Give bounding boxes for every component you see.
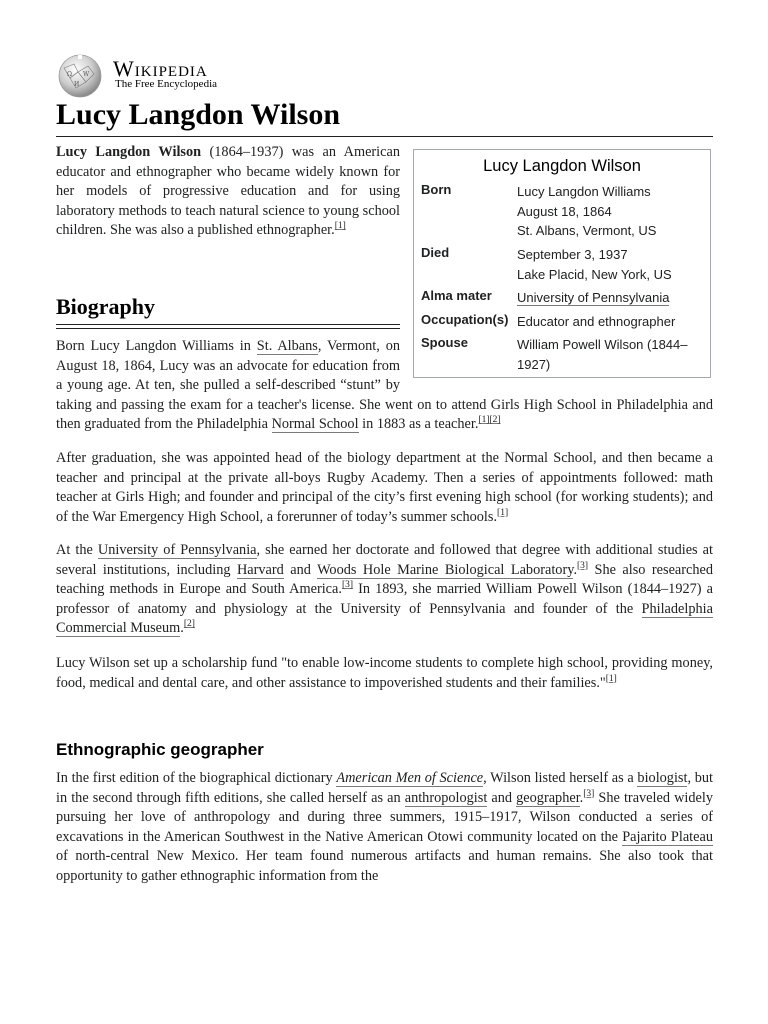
normal-school-link[interactable]: Normal School [271, 416, 359, 432]
text-run: and [283, 561, 318, 578]
text-run: . [579, 789, 584, 806]
wikipedia-logo[interactable] [56, 52, 276, 98]
text-run: In the first edition of the biographical dictionary [56, 770, 337, 786]
biologist-link[interactable]: biologist [637, 770, 688, 786]
intro-text: (1864–1937) was an American educator and ethnographer who became widely known for her models of progressive education and for using laboratory methods to teach natural science to young school children. She was also a published ethnographer. [56, 144, 400, 238]
page-title: Lucy Langdon Wilson [56, 98, 341, 131]
infobox-label: Alma mater [421, 288, 492, 303]
citation-link[interactable]: [1] [497, 507, 509, 518]
st-albans-link[interactable]: St. Albans [256, 338, 318, 354]
text-run: , Wilson listed herself as a [483, 770, 638, 786]
puzzle-globe-icon [56, 54, 104, 98]
biography-paragraph-1 [56, 337, 713, 435]
svg-text:W: W [83, 71, 90, 78]
harvard-link[interactable]: Harvard [236, 561, 284, 578]
infobox-label: Died [421, 245, 450, 260]
infobox-label: Born [421, 182, 452, 197]
commercial-museum-link[interactable]: Philadelphia Commercial Museum [56, 600, 713, 636]
svg-text:Ω: Ω [67, 71, 72, 78]
pajarito-plateau-link[interactable]: Pajarito Plateau [622, 828, 713, 845]
infobox-label: Spouse [421, 335, 468, 350]
upenn-link[interactable]: University of Pennsylvania [97, 542, 257, 558]
biography-paragraph-3 [56, 541, 713, 639]
text-run: . [573, 561, 578, 578]
section-heading-ethnographic: Ethnographic geographer [56, 740, 264, 759]
born-date: August 18, 1864 [517, 203, 612, 219]
born-place: St. Albans, Vermont, US [517, 223, 657, 238]
geographer-link[interactable]: geographer [516, 789, 580, 806]
section-divider [56, 324, 400, 329]
text-run: After graduation, she was appointed head of the biology department at the Normal School, and then became a teacher and principal at the private all-boys Rugby Academy. Then a series of appointments followed: math teacher at Girls High; and founder and principal of the city’s first evening high school (for working students); and of the War Emergency High School, a forerunner of today’s summer schools. [56, 450, 713, 525]
citation-link[interactable]: [3] [577, 560, 589, 571]
text-run: She also researched teaching methods in Europe and South America. [56, 561, 714, 597]
text-run: She traveled widely pursuing her love of anthropology and during three summers, 1915–1917, Wilson conducted a series of excavations in the American Southwest in the Native American Otowi community located on the [56, 789, 713, 845]
infobox-value [517, 245, 707, 284]
text-run: , she earned her doctorate and followed that degree with additional studies at several institutions, including [56, 542, 713, 578]
citation-link[interactable]: [1] [605, 673, 617, 684]
infobox-label: Occupation(s) [421, 312, 509, 327]
biography-paragraph-2 [56, 449, 713, 527]
svg-text:И: И [74, 81, 80, 88]
citation-link[interactable]: [2] [489, 415, 501, 426]
text-run: Lucy Wilson set up a scholarship fund "to enable low-income students to complete high school, providing money, food, medical and dental care, and other assistance to impoverished students and their families." [56, 655, 713, 691]
died-place: Lake Placid, New York, US [517, 266, 672, 282]
intro-paragraph [56, 143, 400, 241]
biography-paragraph-4 [56, 654, 713, 693]
infobox-value: Educator and ethnographer [517, 314, 676, 329]
born-name: Lucy Langdon Williams [517, 184, 651, 199]
text-run: In 1893, she married William Powell Wilson (1844–1927) a professor of anatomy and physiology at the University of Pennsylvania and founder of the [56, 581, 713, 617]
text-run: Born Lucy Langdon Williams in [56, 338, 257, 354]
subject-name: Lucy Langdon Wilson [56, 144, 202, 160]
american-men-of-science-link[interactable]: American Men of Science [336, 770, 484, 786]
text-run: of north-central New Mexico. Her team found numerous artifacts and human remains. She also took that opportunity to gather ethnographic information from the [56, 848, 713, 884]
alma-mater-link[interactable]: University of Pennsylvania [517, 290, 670, 305]
woods-hole-link[interactable]: Woods Hole Marine Biological Laboratory [317, 561, 574, 578]
citation-link[interactable]: [2] [183, 619, 195, 630]
text-run: . [180, 620, 184, 636]
wordmark: Wikipedia [113, 56, 208, 81]
citation-link[interactable]: [1] [478, 415, 490, 426]
infobox-spacer [400, 337, 713, 380]
text-run: in 1883 as a teacher. [358, 416, 479, 432]
infobox-value [517, 182, 707, 241]
anthropologist-link[interactable]: anthropologist [404, 789, 488, 806]
citation-link[interactable]: [3] [583, 788, 595, 799]
tagline: The Free Encyclopedia [115, 78, 218, 90]
text-run: , but in the second through fifth editions, she called herself as an [56, 770, 713, 806]
text-run: At the [56, 542, 98, 558]
infobox-value: William Powell Wilson (1844–1927) [517, 337, 688, 372]
citation-link[interactable]: [1] [334, 221, 346, 232]
section-heading-biography: Biography [56, 294, 156, 319]
citation-link[interactable]: [3] [341, 580, 354, 591]
text-run: , Vermont, on August 18, 1864, Lucy was an advocate for education from a young age. At ten, she pulled a self-described “stunt” by taking and passing the exam for a teacher's license. She went on to attend Girls High School in Philadelphia and then graduated from the Philadelphia [56, 338, 713, 432]
died-date: September 3, 1937 [517, 247, 628, 262]
infobox-value [517, 288, 707, 308]
infobox-title: Lucy Langdon Wilson [483, 157, 641, 175]
ethnographic-paragraph-1 [56, 769, 713, 886]
text-run: and [487, 789, 517, 806]
title-divider [56, 136, 713, 137]
